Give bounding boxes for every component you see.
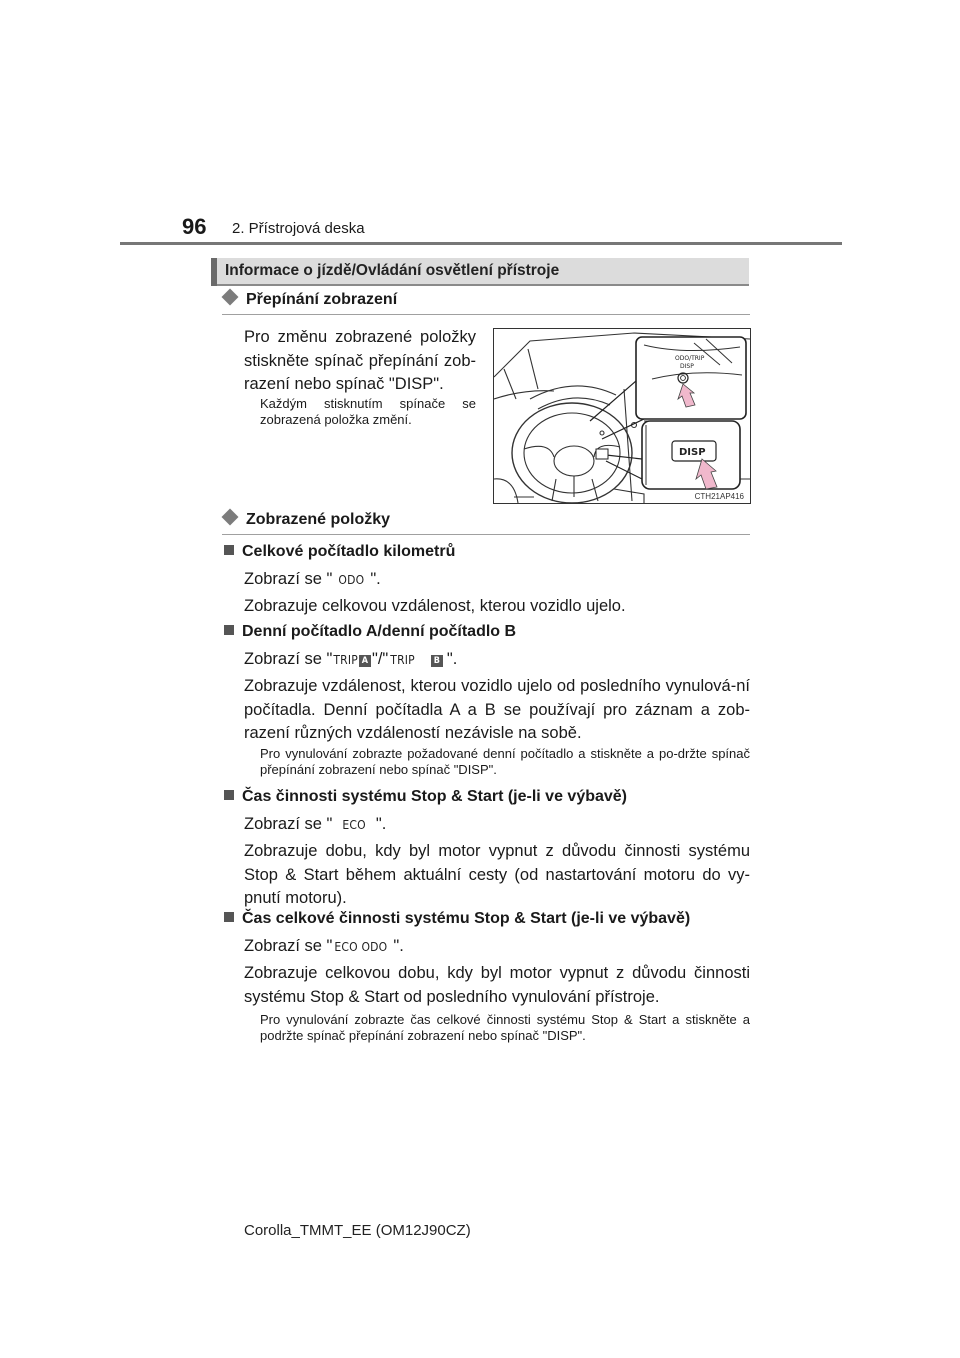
item-heading-trip-meter — [224, 623, 516, 641]
callout-top-label-2: DISP — [680, 363, 694, 370]
callout-bottom-label: DISP — [679, 447, 706, 458]
section-bar-accent — [211, 258, 217, 286]
dashboard-illustration — [493, 328, 751, 504]
subheading-rule — [222, 314, 750, 315]
item-text-odometer: Zobrazuje celkovou vzdálenost, kterou vozidlo ujelo. — [244, 597, 626, 615]
item-note-trip-meter: Pro vynulování zobrazte požadované denní počítadlo a stiskněte a po-držte spínač přepínání zobrazení nebo spínač "DISP". — [260, 746, 750, 777]
item-heading-stop-start-time — [224, 788, 627, 806]
footer-model-code: Corolla_TMMT_EE (OM12J90CZ) — [244, 1222, 471, 1239]
figure-code: CTH21AP416 — [694, 492, 744, 501]
section-title-bar — [211, 258, 749, 286]
item-title: Čas celkové činnosti systému Stop & Start (je-li ve výbavě) — [242, 910, 691, 927]
eco-glyph-icon: ECO — [342, 818, 366, 832]
item-title: Celkové počítadlo kilometrů — [242, 543, 456, 560]
switch-display-text: Pro změnu zobrazené položky stiskněte spínač přepínání zob-razení nebo spínač "DISP". — [244, 328, 476, 393]
chapter-title: 2. Přístrojová deska — [232, 220, 365, 237]
subheading-displayed-items-label: Zobrazené položky — [246, 511, 391, 528]
item-note-stop-start-total: Pro vynulování zobrazte čas celkové činnosti systému Stop & Start a stiskněte a podržte spínač přepínání zobrazení nebo spínač "DISP". — [260, 1012, 750, 1043]
square-bullet-icon — [224, 912, 234, 922]
diamond-bullet-icon — [222, 509, 239, 526]
subheading-rule — [222, 534, 750, 535]
item-shows-odometer: Zobrazí se " ODO ". — [244, 568, 381, 593]
page-number: 96 — [182, 214, 207, 239]
square-bullet-icon — [224, 790, 234, 800]
subheading-switch-display — [222, 291, 397, 309]
callout-top-label-1: ODO/TRIP — [675, 355, 705, 362]
item-title: Denní počítadlo A/denní počítadlo B — [242, 623, 517, 640]
item-heading-odometer — [224, 543, 455, 561]
item-shows-stop-start-time: Zobrazí se " ECO ". — [244, 813, 386, 838]
trip-b-glyph-icon: TRIP B — [390, 649, 443, 673]
section-title: Informace o jízdě/Ovládání osvětlení přístroje — [225, 262, 560, 279]
subheading-displayed-items — [222, 511, 390, 529]
square-bullet-icon — [224, 545, 234, 555]
eco-odo-glyph-icon: ECO ODO — [334, 940, 388, 954]
trip-a-glyph-icon: TRIP A — [333, 649, 371, 673]
item-text-stop-start-time: Zobrazuje dobu, kdy byl motor vypnut z důvodu činnosti systému Stop & Start během aktuální cesty (od nastartování motoru do vy-pnutí motoru). — [244, 842, 750, 907]
diamond-bullet-icon — [222, 289, 239, 306]
item-shows-trip-meter: Zobrazí se "TRIP A "/" TRIP B ". — [244, 648, 457, 673]
switch-display-note: Každým stisknutím spínače se zobrazená položka změní. — [260, 396, 476, 427]
item-text-stop-start-total: Zobrazuje celkovou dobu, kdy byl motor vypnut z důvodu činnosti systému Stop & Start od posledního vynulování přístroje. — [244, 964, 750, 1006]
item-text-trip-meter: Zobrazuje vzdálenost, kterou vozidlo ujelo od posledního vynulová-ní počítadla. Denní počítadla A a B se používají pro záznam a zob-razení různých vzdáleností nezávisle na sobě. — [244, 677, 750, 742]
item-heading-stop-start-total — [224, 910, 690, 928]
odo-glyph-icon: ODO — [338, 573, 365, 587]
subheading-switch-display-label: Přepínání zobrazení — [246, 291, 398, 308]
item-shows-stop-start-total: Zobrazí se " ECO ODO ". — [244, 935, 404, 960]
item-title: Čas činnosti systému Stop & Start (je-li ve výbavě) — [242, 788, 628, 805]
header-rule — [120, 242, 842, 245]
square-bullet-icon — [224, 625, 234, 635]
